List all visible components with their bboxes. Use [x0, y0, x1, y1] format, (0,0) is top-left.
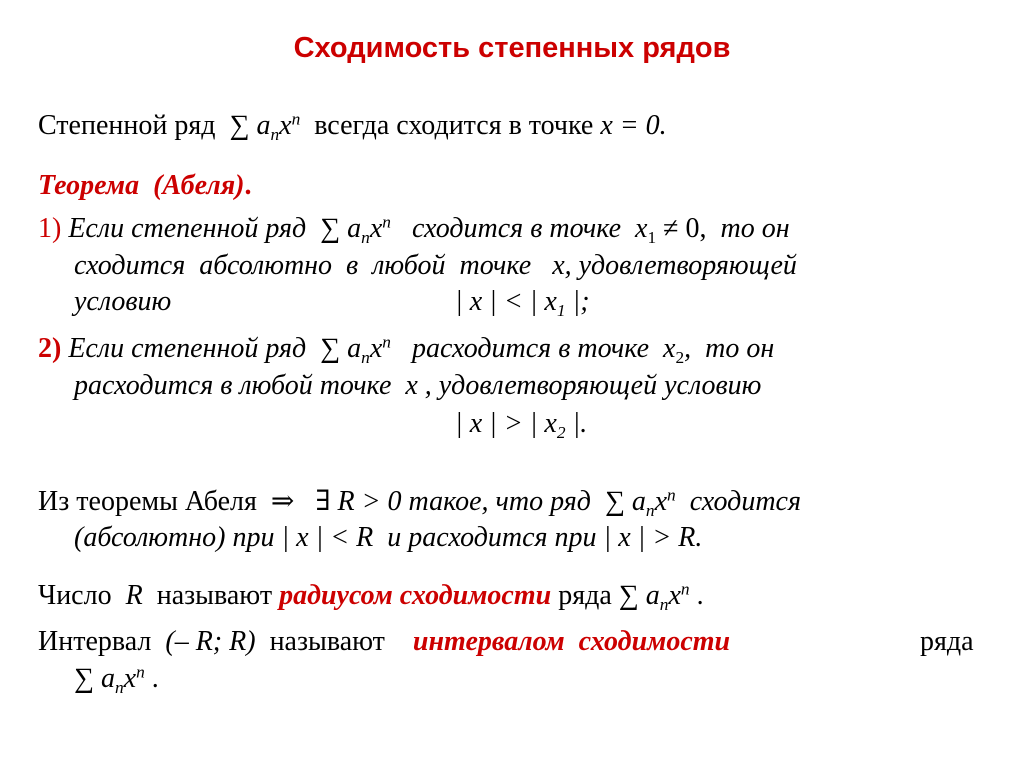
item2-text-c: , то он — [684, 333, 775, 364]
radius-text-a: Число — [38, 580, 112, 611]
item2-line2 — [74, 372, 761, 400]
slide-title: Сходимость степенных рядов — [293, 32, 731, 64]
item1-cond-text: | x | < | x — [455, 286, 557, 317]
interval-text-b: называют — [269, 626, 385, 657]
item2-text-l2: расходится в любой точке x , удовлетворяющей условию — [74, 370, 762, 401]
item1-line2 — [74, 252, 797, 280]
power-n: n — [667, 485, 676, 505]
item1-line3 — [74, 288, 171, 316]
interval-line2 — [74, 662, 159, 698]
radius-text-c: ряда — [558, 580, 612, 611]
item1-line1 — [38, 212, 790, 248]
item2-cond-text: | x | > | x — [455, 408, 557, 439]
power-n: n — [382, 332, 391, 352]
coef-a: a — [100, 663, 115, 694]
theorem-label: Теорема (Абеля) — [38, 170, 245, 201]
item1-cond-sub: 1 — [556, 301, 566, 321]
var-x: x — [369, 213, 383, 244]
interval-line1 — [38, 628, 730, 656]
coef-a: a — [256, 110, 271, 141]
coef-sub-n: n — [114, 678, 124, 698]
item2-text-a: Если степенной ряд — [68, 333, 307, 364]
item2-condition — [455, 408, 588, 443]
coef-a: a — [645, 580, 660, 611]
abel-line1 — [38, 485, 801, 521]
item1-text-l2b: удовлетворяющей — [578, 250, 797, 281]
sum-symbol: ∑ — [229, 110, 250, 141]
radius-line — [38, 579, 704, 615]
exists-symbol: ∃ — [315, 486, 331, 517]
radius-end: . — [696, 580, 704, 611]
coef-a: a — [347, 333, 362, 364]
radius-term: радиусом сходимости — [279, 580, 552, 611]
item2-line1 — [38, 332, 775, 368]
item1-condition — [455, 286, 590, 321]
item1-text-b: сходится в точке — [411, 213, 622, 244]
implies-symbol: ⇒ — [270, 486, 295, 517]
var-x: x — [668, 580, 681, 611]
var-x: x — [123, 663, 137, 694]
item1-text-l2: сходится абсолютно в любой точке — [74, 250, 532, 281]
sum-symbol: ∑ — [604, 486, 625, 517]
sum-symbol: ∑ — [320, 213, 341, 244]
sum-symbol: ∑ — [618, 580, 639, 611]
item2-x2: x — [663, 333, 676, 364]
interval-text-a: Интервал — [38, 626, 152, 657]
item1-l2-x: x, — [552, 250, 572, 281]
theorem-dot: . — [244, 170, 252, 201]
abel-text-c: такое, что ряд — [408, 486, 591, 517]
intro-prefix: Степенной ряд — [38, 110, 216, 141]
item1-x1-sub: 1 — [647, 228, 657, 248]
item1-x1: x — [635, 213, 648, 244]
interval-end: . — [151, 663, 159, 694]
item1-cond-end: |; — [565, 286, 590, 317]
coef-sub-n: n — [645, 501, 655, 521]
abel-r-gt-0: R > 0 — [337, 486, 402, 517]
item1-text-a: Если степенной ряд — [68, 213, 307, 244]
abel-line2 — [74, 524, 702, 552]
coef-sub-n: n — [361, 228, 370, 248]
interval-text-c: ряда — [920, 626, 974, 657]
radius-R: R — [125, 580, 143, 611]
item2-cond-sub: 2 — [556, 423, 566, 443]
abel-text-l2: (абсолютно) при | x | < R и расходится при | x | > R. — [74, 522, 703, 553]
coef-sub-n: n — [361, 348, 370, 368]
intro-line — [38, 109, 667, 145]
abel-text-d: сходится — [689, 486, 801, 517]
coef-sub-n: n — [659, 595, 669, 615]
theorem-heading — [38, 172, 251, 200]
sum-symbol: ∑ — [74, 663, 94, 694]
power-n: n — [382, 212, 391, 232]
coef-a: a — [631, 486, 646, 517]
radius-text-b: называют — [156, 580, 273, 611]
item1-number: 1) — [38, 213, 62, 244]
intro-condition: x = 0. — [600, 110, 667, 141]
power-n: n — [680, 579, 690, 599]
power-n: n — [136, 662, 145, 682]
item2-text-b: расходится в точке — [411, 333, 650, 364]
var-x: x — [369, 333, 383, 364]
abel-text-a: Из теоремы Абеля — [38, 486, 257, 517]
item2-cond-end: |. — [565, 408, 588, 439]
item1-text-c: то он — [720, 213, 790, 244]
var-x: x — [654, 486, 668, 517]
coef-sub-n: n — [270, 125, 280, 145]
item1-text-l3: условию — [74, 286, 172, 317]
sum-symbol: ∑ — [320, 333, 341, 364]
interval-paren: (– R; R) — [165, 626, 256, 657]
item1-neq: ≠ 0, — [663, 213, 707, 244]
coef-a: a — [347, 213, 362, 244]
item2-x2-sub: 2 — [675, 348, 685, 368]
interval-ryada — [920, 628, 974, 656]
interval-term: интервалом сходимости — [412, 626, 731, 657]
var-x: x — [279, 110, 292, 141]
intro-suffix: всегда сходится в точке — [314, 110, 594, 141]
power-n: n — [291, 109, 301, 129]
item2-number: 2) — [38, 333, 62, 364]
